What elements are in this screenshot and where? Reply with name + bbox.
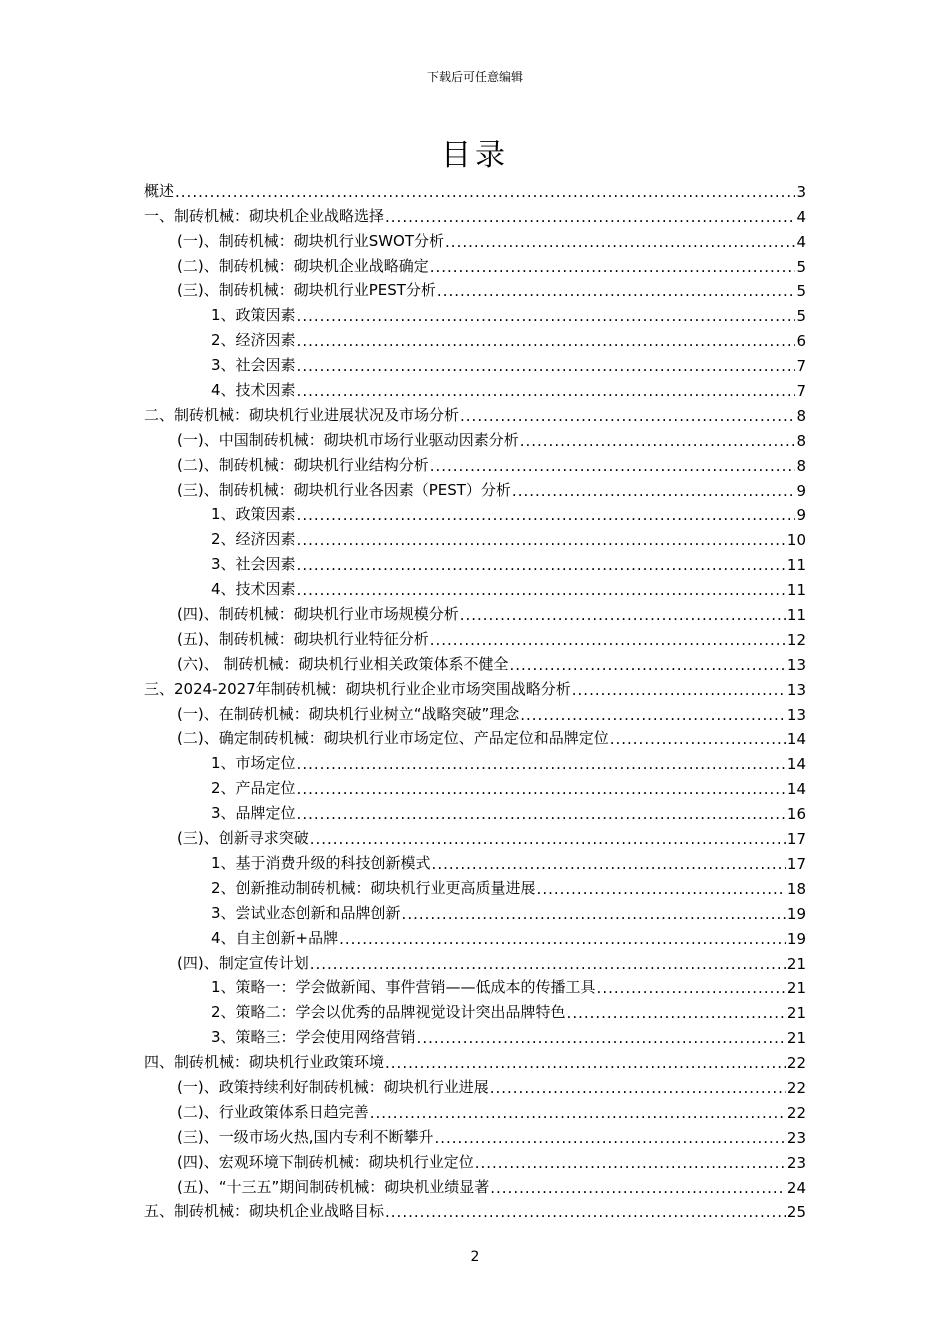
- toc-entry[interactable]: [144, 300, 806, 325]
- toc-leader-dots: [385, 208, 795, 226]
- toc-entry-text: (三)、创新寻求突破: [177, 829, 309, 848]
- toc-entry-page: 23: [786, 1128, 806, 1147]
- toc-entry-page: 25: [786, 1203, 806, 1222]
- toc-leader-dots: [385, 1203, 786, 1221]
- toc-entry[interactable]: [144, 1022, 806, 1047]
- toc-leader-dots: [297, 780, 786, 798]
- toc-entry-text: (一)、政策持续利好制砖机械：砌块机行业进展: [177, 1077, 489, 1096]
- toc-entry-page: 13: [786, 705, 806, 724]
- toc-leader-dots: [385, 1054, 786, 1072]
- toc-entry[interactable]: [144, 823, 806, 848]
- toc-entry-text: 1、市场定位: [211, 754, 296, 773]
- toc-entry[interactable]: [144, 798, 806, 823]
- toc-leader-dots: [370, 1104, 786, 1122]
- toc-leader-dots: [475, 1154, 786, 1172]
- toc-entry[interactable]: [144, 276, 806, 301]
- toc-leader-dots: [297, 755, 786, 773]
- toc-entry-text: 3、社会因素: [211, 356, 296, 375]
- toc-entry-page: 5: [796, 307, 806, 326]
- toc-leader-dots: [310, 830, 786, 848]
- toc-entry-text: (一)、中国制砖机械：砌块机市场行业驱动因素分析: [177, 430, 519, 449]
- toc-entry-text: 2、创新推动制砖机械：砌块机行业更高质量进展: [211, 878, 536, 897]
- toc-entry-text: (一)、制砖机械：砌块机行业SWOT分析: [177, 231, 445, 250]
- toc-leader-dots: [310, 955, 786, 973]
- toc-entry[interactable]: [144, 325, 806, 350]
- toc-entry-page: 11: [786, 556, 806, 575]
- toc-entry-page: 18: [786, 879, 806, 898]
- toc-entry-text: 2、经济因素: [211, 530, 296, 549]
- toc-entry-text: (三)、制砖机械：砌块机行业各因素（PEST）分析: [177, 480, 511, 499]
- toc-entry[interactable]: [144, 549, 806, 574]
- toc-leader-dots: [512, 482, 796, 500]
- toc-entry-page: 13: [786, 680, 806, 699]
- toc-entry-text: (四)、宏观环境下制砖机械：砌块机行业定位: [177, 1152, 474, 1171]
- toc-entry-text: (一)、在制砖机械：砌块机行业树立“战略突破”理念: [177, 704, 520, 723]
- toc-entry[interactable]: [144, 524, 806, 549]
- toc-entry[interactable]: [144, 649, 806, 674]
- toc-leader-dots: [297, 531, 786, 549]
- toc-entry-text: 4、技术因素: [211, 580, 296, 599]
- toc-entry[interactable]: [144, 1072, 806, 1097]
- toc-entry-text: (三)、制砖机械：砌块机行业PEST分析: [177, 281, 436, 300]
- toc-entry-page: 5: [796, 282, 806, 301]
- toc-entry[interactable]: [144, 500, 806, 525]
- toc-leader-dots: [430, 631, 786, 649]
- toc-leader-dots: [434, 1129, 785, 1147]
- toc-entry-text: (二)、确定制砖机械：砌块机行业市场定位、产品定位和品牌定位: [177, 729, 609, 748]
- toc-entry-page: 19: [786, 904, 806, 923]
- toc-entry-text: (二)、制砖机械：砌块机行业结构分析: [177, 455, 429, 474]
- toc-leader-dots: [297, 307, 796, 325]
- toc-leader-dots: [567, 1004, 786, 1022]
- toc-entry-text: 三、2024-2027年制砖机械：砌块机行业企业市场突围战略分析: [144, 679, 571, 698]
- toc-leader-dots: [432, 855, 786, 873]
- toc-entry[interactable]: [144, 948, 806, 973]
- toc-entry[interactable]: [144, 176, 806, 201]
- toc-entry-text: (六)、 制砖机械：砌块机行业相关政策体系不健全: [177, 654, 509, 673]
- toc-entry[interactable]: [144, 201, 806, 226]
- toc-entry[interactable]: [144, 748, 806, 773]
- toc-entry-page: 10: [786, 531, 806, 550]
- toc-entry[interactable]: [144, 1122, 806, 1147]
- toc-leader-dots: [402, 905, 786, 923]
- toc-entry[interactable]: [144, 923, 806, 948]
- toc-leader-dots: [490, 1179, 786, 1197]
- toc-entry[interactable]: [144, 599, 806, 624]
- toc-leader-dots: [520, 706, 786, 724]
- toc-entry-text: 概述: [144, 181, 175, 200]
- toc-entry-page: 17: [786, 854, 806, 873]
- toc-leader-dots: [445, 233, 795, 251]
- toc-entry-page: 9: [796, 506, 806, 525]
- toc-leader-dots: [297, 805, 786, 823]
- toc-leader-dots: [175, 183, 795, 201]
- toc-entry[interactable]: [144, 475, 806, 500]
- page-header: 下载后可任意编辑: [426, 70, 523, 84]
- toc-leader-dots: [430, 457, 796, 475]
- toc-entry-text: 2、产品定位: [211, 779, 296, 798]
- toc-entry-text: (四)、制定宣传计划: [177, 953, 309, 972]
- toc-entry-page: 22: [786, 1054, 806, 1073]
- toc-leader-dots: [297, 556, 786, 574]
- toc-entry-text: (二)、行业政策体系日趋完善: [177, 1102, 369, 1121]
- toc-entry-page: 9: [796, 481, 806, 500]
- toc-entry-page: 14: [786, 755, 806, 774]
- toc-entry-page: 14: [786, 780, 806, 799]
- toc-entry-text: 2、策略二：学会以优秀的品牌视觉设计突出品牌特色: [211, 1003, 566, 1022]
- toc-entry[interactable]: [144, 1097, 806, 1122]
- toc-leader-dots: [417, 1029, 786, 1047]
- toc-entry-text: 1、基于消费升级的科技创新模式: [211, 853, 431, 872]
- toc-entry-text: (三)、一级市场火热,国内专利不断攀升: [177, 1127, 434, 1146]
- toc-leader-dots: [297, 332, 796, 350]
- toc-entry-text: 3、尝试业态创新和品牌创新: [211, 903, 401, 922]
- toc-entry-text: (四)、制砖机械：砌块机行业市场规模分析: [177, 605, 459, 624]
- toc-entry-text: 2、经济因素: [211, 331, 296, 350]
- toc-entry-page: 4: [796, 207, 806, 226]
- toc-leader-dots: [430, 258, 796, 276]
- toc-leader-dots: [297, 357, 796, 375]
- toc-entry[interactable]: [144, 674, 806, 699]
- toc-entry-text: 五、制砖机械：砌块机企业战略目标: [144, 1202, 385, 1221]
- toc-leader-dots: [597, 979, 786, 997]
- toc-entry-text: (五)、“十三五”期间制砖机械：砌块机业绩显著: [177, 1177, 490, 1196]
- toc-leader-dots: [572, 681, 786, 699]
- toc-entry-page: 21: [786, 1029, 806, 1048]
- toc-entry-page: 8: [796, 406, 806, 425]
- toc-entry-page: 4: [796, 232, 806, 251]
- toc-title: 目录: [441, 138, 509, 173]
- toc-entry[interactable]: [144, 773, 806, 798]
- toc-entry-page: 13: [786, 655, 806, 674]
- toc-entry-text: 4、自主创新+品牌: [211, 928, 339, 947]
- table-of-contents: [144, 176, 806, 1221]
- toc-entry[interactable]: [144, 898, 806, 923]
- toc-entry-text: 4、技术因素: [211, 381, 296, 400]
- toc-entry-page: 21: [786, 979, 806, 998]
- toc-entry-page: 21: [786, 954, 806, 973]
- toc-entry-page: 5: [796, 257, 806, 276]
- toc-leader-dots: [610, 730, 786, 748]
- toc-entry-page: 16: [786, 805, 806, 824]
- toc-entry-page: 7: [796, 357, 806, 376]
- toc-entry-text: (五)、制砖机械：砌块机行业特征分析: [177, 629, 429, 648]
- toc-entry[interactable]: [144, 724, 806, 749]
- toc-leader-dots: [339, 930, 786, 948]
- toc-entry[interactable]: [144, 848, 806, 873]
- toc-entry[interactable]: [144, 1047, 806, 1072]
- toc-entry-page: 21: [786, 1004, 806, 1023]
- toc-entry[interactable]: [144, 350, 806, 375]
- toc-entry[interactable]: [144, 251, 806, 276]
- page-number: 2: [470, 1249, 480, 1265]
- toc-entry-page: 19: [786, 929, 806, 948]
- toc-entry[interactable]: [144, 400, 806, 425]
- toc-entry[interactable]: [144, 997, 806, 1022]
- toc-entry-page: 23: [786, 1153, 806, 1172]
- toc-leader-dots: [509, 656, 785, 674]
- toc-entry-page: 14: [786, 730, 806, 749]
- toc-leader-dots: [460, 407, 795, 425]
- toc-leader-dots: [297, 581, 786, 599]
- toc-entry-text: 四、制砖机械：砌块机行业政策环境: [144, 1053, 385, 1072]
- toc-leader-dots: [297, 382, 796, 400]
- toc-leader-dots: [537, 880, 786, 898]
- toc-entry[interactable]: [144, 574, 806, 599]
- toc-entry[interactable]: [144, 450, 806, 475]
- toc-entry-page: 8: [796, 456, 806, 475]
- toc-entry-page: 6: [796, 332, 806, 351]
- toc-entry-text: 1、策略一：学会做新闻、事件营销——低成本的传播工具: [211, 978, 596, 997]
- toc-entry-page: 22: [786, 1078, 806, 1097]
- toc-entry-page: 7: [796, 382, 806, 401]
- toc-entry-text: 3、品牌定位: [211, 804, 296, 823]
- toc-entry[interactable]: [144, 375, 806, 400]
- toc-leader-dots: [437, 282, 796, 300]
- toc-entry-page: 24: [786, 1178, 806, 1197]
- toc-entry-page: 17: [786, 830, 806, 849]
- toc-entry-text: 二、制砖机械：砌块机行业进展状况及市场分析: [144, 405, 460, 424]
- toc-entry[interactable]: [144, 425, 806, 450]
- toc-entry-text: 一、制砖机械：砌块机企业战略选择: [144, 206, 385, 225]
- toc-leader-dots: [490, 1079, 786, 1097]
- toc-entry-text: 3、社会因素: [211, 555, 296, 574]
- toc-entry-text: 3、策略三：学会使用网络营销: [211, 1028, 416, 1047]
- toc-leader-dots: [520, 432, 796, 450]
- toc-entry-page: 11: [786, 606, 806, 625]
- toc-entry[interactable]: [144, 699, 806, 724]
- toc-entry[interactable]: [144, 973, 806, 998]
- toc-leader-dots: [297, 506, 796, 524]
- toc-entry-text: 1、政策因素: [211, 306, 296, 325]
- toc-leader-dots: [460, 606, 786, 624]
- toc-entry-page: 3: [796, 182, 806, 201]
- toc-entry[interactable]: [144, 873, 806, 898]
- toc-entry[interactable]: [144, 226, 806, 251]
- toc-entry-page: 12: [786, 630, 806, 649]
- toc-entry-page: 22: [786, 1103, 806, 1122]
- toc-entry[interactable]: [144, 1197, 806, 1222]
- toc-entry-page: 8: [796, 431, 806, 450]
- toc-entry[interactable]: [144, 1147, 806, 1172]
- toc-entry-text: 1、政策因素: [211, 505, 296, 524]
- toc-entry-text: (二)、制砖机械：砌块机企业战略确定: [177, 256, 429, 275]
- toc-entry[interactable]: [144, 624, 806, 649]
- toc-entry-page: 11: [786, 581, 806, 600]
- toc-entry[interactable]: [144, 1172, 806, 1197]
